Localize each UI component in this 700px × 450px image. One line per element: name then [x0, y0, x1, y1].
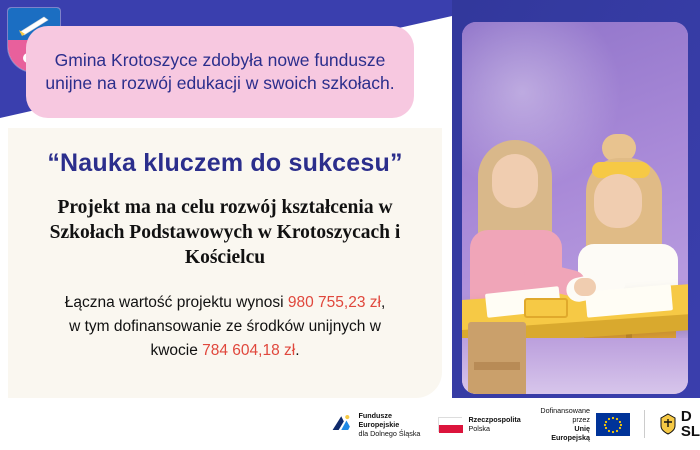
main-content-panel: [8, 128, 442, 398]
logo-eu-text: [535, 406, 590, 442]
logo-fundusze-europejskie: [330, 411, 424, 438]
classroom-photo: [462, 22, 688, 394]
logo-eu-line1: Dofinansowane przez: [540, 406, 590, 424]
funding-logo-bar: [0, 398, 700, 450]
student-left-face: [492, 154, 538, 208]
total-value-prefix: Łączna wartość projektu wynosi: [64, 293, 288, 311]
eu-stars-icon: [596, 413, 630, 436]
logo-rp-line2: Polska: [468, 424, 491, 433]
total-value-suffix: ,: [380, 293, 386, 311]
logo-fe-line2: dla Dolnego Śląska: [358, 428, 421, 438]
logo-divider: [644, 410, 645, 438]
project-amounts: [26, 291, 424, 363]
logo-fundusze-europejskie-text: [358, 411, 424, 438]
logo-ds-line2: SL: [680, 423, 700, 440]
logo-rp-text: [468, 415, 520, 433]
funding-suffix: .: [295, 341, 300, 359]
total-value-amount: 980 755,23 zł: [287, 293, 381, 311]
eu-flag-icon: [596, 413, 630, 436]
funding-line: w tym dofinansowanie ze środków unijnych w: [69, 317, 381, 335]
poland-flag-icon: [438, 417, 462, 432]
logo-dolny-slask: [659, 409, 700, 439]
poland-flag-white-stripe: [439, 418, 463, 426]
funding-amount: 784 604,18 zł: [202, 341, 296, 359]
logo-rzeczpospolita-polska: [438, 415, 520, 433]
logo-fe-line1: Fundusze Europejskie: [358, 410, 400, 429]
poland-flag-red-stripe: [439, 425, 463, 433]
student-left-hand: [574, 278, 596, 296]
headline-bubble: [26, 26, 414, 118]
abacus-icon: [524, 298, 568, 318]
logo-unia-europejska: [535, 406, 630, 442]
logo-ds-text: [681, 409, 700, 439]
logo-rp-line1: Rzeczpospolita: [468, 415, 521, 424]
funding-prefix: kwocie: [150, 341, 203, 359]
project-description: Projekt ma na celu rozwój kształcenia w Szkołach Podstawowych w Krotoszycach i Kościelcu: [49, 197, 401, 268]
dolny-slask-eagle-icon: [659, 413, 677, 435]
logo-ds-line1: D: [680, 408, 692, 425]
student-right-face: [594, 174, 642, 228]
funduszeeuropejskie-icon: [330, 411, 352, 437]
wooden-chair: [468, 322, 526, 394]
project-slogan: “Nauka kluczem do sukcesu”: [47, 149, 403, 177]
logo-eu-line2: Unię Europejską: [551, 424, 590, 442]
headline-text: Gmina Krotoszyce zdobyła nowe fundusze unijne na rozwój edukacji w swoich szkołach.: [45, 49, 395, 93]
